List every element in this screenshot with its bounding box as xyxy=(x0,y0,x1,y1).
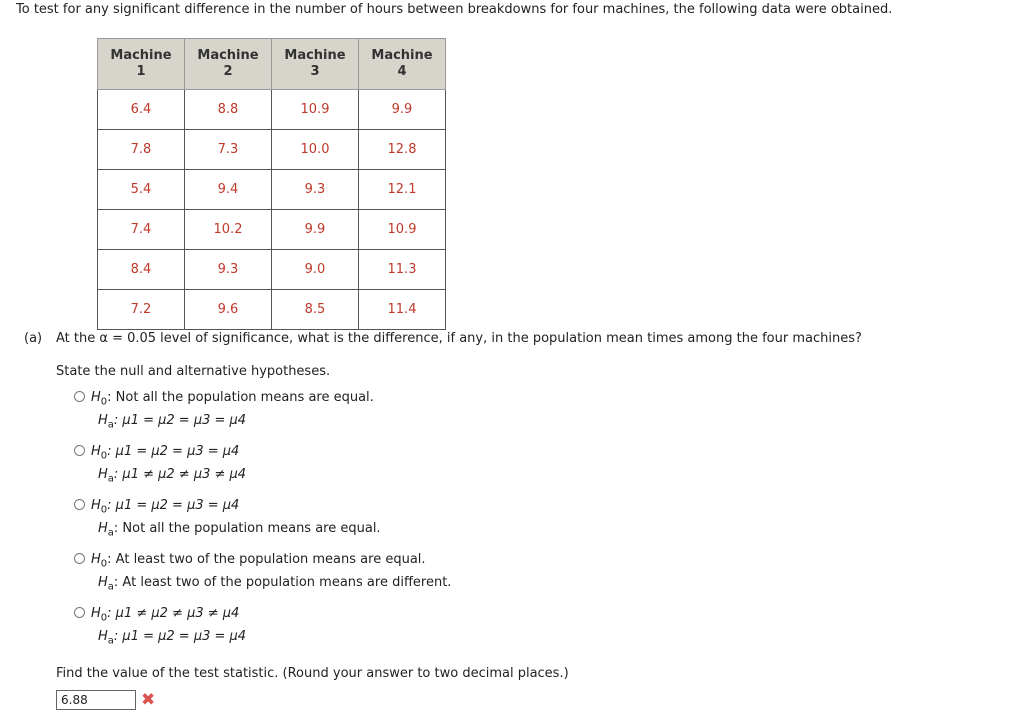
table-row xyxy=(98,290,446,330)
radio-button[interactable] xyxy=(74,445,85,456)
table-cell: 10.9 xyxy=(272,90,359,130)
x-mark-icon: ✖ xyxy=(141,690,156,710)
table-row xyxy=(98,130,446,170)
option-ha-text: : μ1 = μ2 = μ3 = μ4 xyxy=(113,412,247,428)
table-cell: 12.8 xyxy=(359,130,446,170)
option-h0-text: : μ1 ≠ μ2 ≠ μ3 ≠ μ4 xyxy=(107,606,240,621)
table-cell: 7.3 xyxy=(185,130,272,170)
option-h0-text: : At least two of the population means are equal. xyxy=(107,552,426,567)
table-cell: 8.8 xyxy=(185,90,272,130)
question-a xyxy=(24,331,862,346)
table-row xyxy=(98,90,446,130)
question-label: (a) xyxy=(24,331,43,346)
option-ha-text: : At least two of the population means are different. xyxy=(113,574,452,590)
table-cell: 9.3 xyxy=(185,250,272,290)
test-statistic-input[interactable]: 6.88 xyxy=(56,690,136,710)
option-h0-text: : μ1 = μ2 = μ3 = μ4 xyxy=(107,444,240,459)
intro-text: To test for any significant difference in the number of hours between breakdowns for four machines, the following data were obtained. xyxy=(16,2,893,17)
header-machine-2: Machine 2 xyxy=(185,39,272,90)
table-cell: 8.5 xyxy=(272,290,359,330)
table-cell: 9.3 xyxy=(272,170,359,210)
state-prompt: State the null and alternative hypotheses. xyxy=(56,364,331,379)
option-h0-text: : Not all the population means are equal. xyxy=(107,390,374,405)
table-cell: 9.4 xyxy=(185,170,272,210)
option-ha-text: : μ1 = μ2 = μ3 = μ4 xyxy=(113,628,247,644)
find-prompt: Find the value of the test statistic. (Round your answer to two decimal places.) xyxy=(56,666,569,681)
table-cell: 9.6 xyxy=(185,290,272,330)
data-table xyxy=(97,38,446,330)
table-cell: 6.4 xyxy=(98,90,185,130)
table-cell: 7.2 xyxy=(98,290,185,330)
table-cell: 11.4 xyxy=(359,290,446,330)
hypothesis-option-5[interactable]: $H_0$: μ1 ≠ μ2 ≠ μ3 ≠ μ4 $H_a$: μ1 = μ2 = μ3 = μ4 xyxy=(74,605,246,650)
table-row xyxy=(98,250,446,290)
table-cell: 5.4 xyxy=(98,170,185,210)
hypothesis-option-4[interactable]: $H_0$: At least two of the population means are equal. $H_a$: At least two of the population means are different. xyxy=(74,551,451,596)
radio-button[interactable] xyxy=(74,553,85,564)
question-text: At the α = 0.05 level of significance, what is the difference, if any, in the population mean times among the four machines? xyxy=(56,331,862,346)
table-cell: 9.9 xyxy=(359,90,446,130)
table-cell: 10.2 xyxy=(185,210,272,250)
table-row xyxy=(98,210,446,250)
table-cell: 12.1 xyxy=(359,170,446,210)
table-cell: 8.4 xyxy=(98,250,185,290)
table-cell: 9.9 xyxy=(272,210,359,250)
table-cell: 7.8 xyxy=(98,130,185,170)
hypothesis-option-2[interactable]: $H_0$: μ1 = μ2 = μ3 = μ4 $H_a$: μ1 ≠ μ2 ≠ μ3 ≠ μ4 xyxy=(74,443,246,488)
table-cell: 10.9 xyxy=(359,210,446,250)
table-cell: 9.0 xyxy=(272,250,359,290)
option-ha-text: : μ1 ≠ μ2 ≠ μ3 ≠ μ4 xyxy=(113,466,247,482)
table-cell: 10.0 xyxy=(272,130,359,170)
radio-button[interactable] xyxy=(74,391,85,402)
hypothesis-option-1[interactable]: $H_0$: Not all the population means are equal. $H_a$: μ1 = μ2 = μ3 = μ4 xyxy=(74,389,374,434)
radio-button[interactable] xyxy=(74,499,85,510)
option-h0-text: : μ1 = μ2 = μ3 = μ4 xyxy=(107,498,240,513)
hypothesis-option-3[interactable]: $H_0$: μ1 = μ2 = μ3 = μ4 $H_a$: Not all the population means are equal. xyxy=(74,497,381,542)
header-machine-3: Machine 3 xyxy=(272,39,359,90)
table-header-row xyxy=(98,39,446,90)
table-cell: 11.3 xyxy=(359,250,446,290)
table-cell: 7.4 xyxy=(98,210,185,250)
table-row xyxy=(98,170,446,210)
radio-button[interactable] xyxy=(74,607,85,618)
header-machine-4: Machine 4 xyxy=(359,39,446,90)
option-ha-text: : Not all the population means are equal. xyxy=(113,520,381,536)
header-machine-1: Machine 1 xyxy=(98,39,185,90)
